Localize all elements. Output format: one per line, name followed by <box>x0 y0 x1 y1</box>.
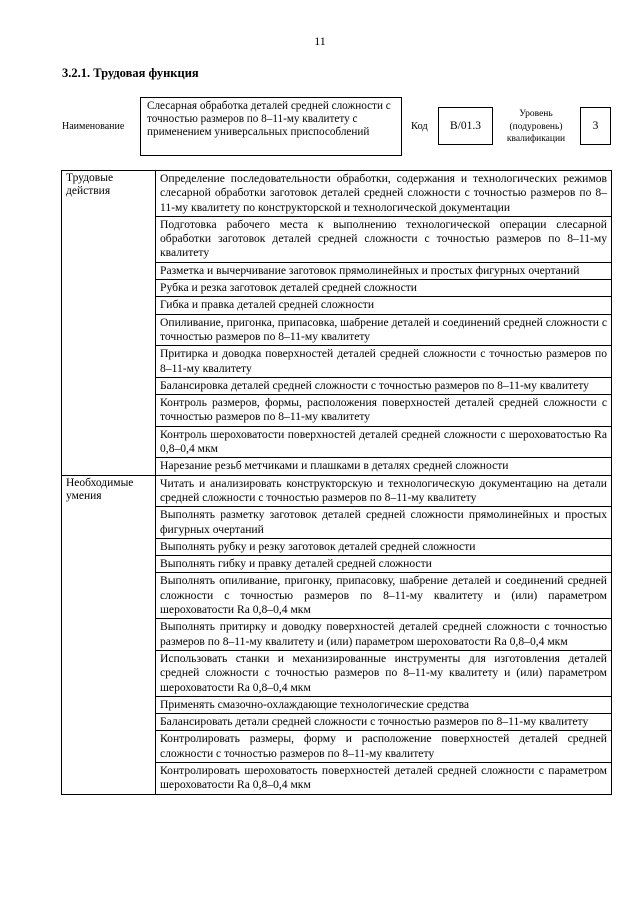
table-row: Читать и анализировать конструкторскую и технологическую документацию на детали средней сложности с точностью размеров по 8–11-му квалитету <box>160 476 607 504</box>
table-row: Контролировать шероховатость поверхностей деталей средней сложности с параметром шероховатости Ra 0,8–0,4 мкм <box>156 762 611 794</box>
page-number: 11 <box>314 34 326 48</box>
table-row: Выполнять притирку и доводку поверхностей деталей средней сложности с точностью размеров по 8–11-му квалитету и (или) параметром шероховатости Ra 0,8–0,4 мкм <box>156 618 611 650</box>
table-row: Выполнять рубку и резку заготовок деталей средней сложности <box>156 538 611 555</box>
table-row: Выполнять опиливание, пригонку, припасовку, шабрение деталей и соединений средней сложности с точностью размеров по 8–11-му квалитету и (или) параметром шероховатости Ra 0,8–0,4 мкм <box>156 572 611 618</box>
table-row: Использовать станки и механизированные инструменты для изготовления деталей средней сложности с точностью размеров по 8–11-му квалитету и (или) параметром шероховатости Ra 0,8–0,4 мкм <box>156 650 611 696</box>
table-row: Опиливание, пригонка, припасовка, шабрение деталей и соединений средней сложности с точностью размеров по 8–11-му квалитету <box>156 314 611 346</box>
table-row: Подготовка рабочего места к выполнению технологической операции слесарной обработки заготовок деталей средней сложности с точностью размеров по 8–11-му квалитету <box>156 216 611 262</box>
table-row: Контролировать размеры, форму и расположение поверхностей деталей средней сложности с точностью размеров по 8–11-му квалитету <box>156 730 611 762</box>
qualification-level-box: 3 <box>580 107 611 145</box>
table-row: Контроль размеров, формы, расположения поверхностей деталей средней сложности с точностью размеров по 8–11-му квалитету <box>156 394 611 426</box>
group-items <box>156 171 611 475</box>
section-title: 3.2.1. Трудовая функция <box>62 66 199 80</box>
group-label: Трудовые действия <box>62 171 156 475</box>
function-name-box: Слесарная обработка деталей средней сложности с точностью размеров по 8–11-му квалитету с применением универсальных приспособлений <box>140 97 402 156</box>
labor-function-table <box>61 170 612 795</box>
table-row: Выполнять гибку и правку деталей средней сложности <box>156 555 611 572</box>
group-labor-actions <box>62 171 611 475</box>
group-label: Необходимые умения <box>62 476 156 794</box>
name-label: Наименование <box>62 121 125 132</box>
qualification-level-label: Уровень (подуровень) квалификации <box>506 109 566 144</box>
group-items <box>156 476 611 794</box>
table-row: Выполнять разметку заготовок деталей средней сложности прямолинейных и простых фигурных очертаний <box>156 506 611 538</box>
table-row: Применять смазочно-охлаждающие технологические средства <box>156 696 611 713</box>
table-row: Определение последовательности обработки, содержания и технологических режимов слесарной обработки заготовок деталей средней сложности с точностью размеров по 8–11-му квалитету по конструкторской и технологической документации <box>160 172 607 214</box>
code-value-box: B/01.3 <box>438 107 493 145</box>
table-row: Рубка и резка заготовок деталей средней сложности <box>156 279 611 296</box>
table-row: Разметка и вычерчивание заготовок прямолинейных и простых фигурных очертаний <box>156 262 611 279</box>
table-row: Балансировка деталей средней сложности с точностью размеров по 8–11-му квалитету <box>156 377 611 394</box>
group-required-skills <box>62 475 611 794</box>
table-row: Балансировать детали средней сложности с точностью размеров по 8–11-му квалитету <box>156 713 611 730</box>
table-row: Притирка и доводка поверхностей деталей средней сложности с точностью размеров по 8–11-му квалитету <box>156 345 611 377</box>
table-row: Нарезание резьб метчиками и плашками в деталях средней сложности <box>156 457 611 474</box>
code-label: Код <box>411 121 428 132</box>
table-row: Гибка и правка деталей средней сложности <box>156 296 611 313</box>
table-row: Контроль шероховатости поверхностей деталей средней сложности с шероховатостью Ra 0,8–0,4 мкм <box>156 426 611 458</box>
